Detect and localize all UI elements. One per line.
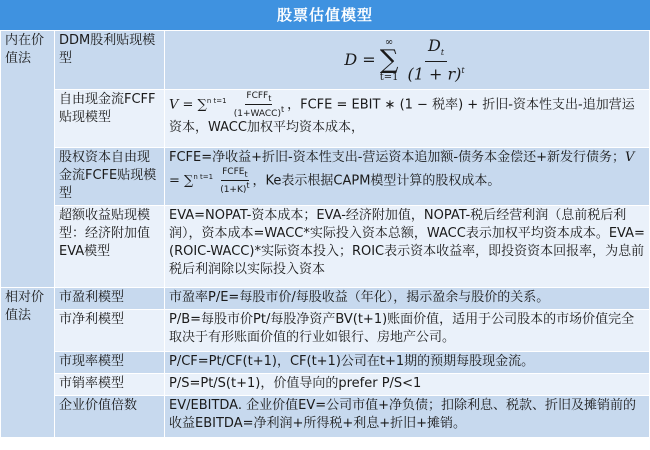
model-description: EV/EBITDA. 企业价值EV=公司市值+净负债；扣除利息、税款、折旧及摊销前的收益EBITDA=净利润+所得税+利息+折旧+摊销。 bbox=[165, 396, 650, 438]
table-title: 股票估值模型 bbox=[0, 0, 650, 30]
table-row bbox=[1, 310, 650, 352]
model-name: 市盈利模型 bbox=[55, 288, 165, 310]
model-name: 股权资本自由现金流FCFE贴现模型 bbox=[55, 148, 165, 206]
category-relative: 相对价值法 bbox=[1, 288, 55, 438]
fcff-fraction: $\frac{FCFF_t}{(1+WACC)^t}$ bbox=[233, 91, 285, 119]
category-absolute: 内在价值法 bbox=[1, 31, 55, 288]
model-description: EVA=NOPAT-资本成本；EVA-经济附加值，NOPAT-税后经营利润（息前税后利润），资本成本=WACC*实际投入资本总额，WACC表示加权平均资本成本。EVA=(ROIC-WACC)*实际资本投入；ROIC表示资本收益率，即投资资本回报率，为息前税后利润除以实际投入资本 bbox=[165, 206, 650, 288]
formula-fraction: $\frac{D_t}{(1 + r)^t}$ bbox=[407, 36, 465, 84]
model-name: DDM股利贴现模型 bbox=[55, 31, 165, 90]
formula-lhs: D = bbox=[344, 50, 376, 69]
table-row bbox=[1, 90, 650, 148]
model-description: P/B=每股市价Pt/每股净资产BV(t+1)账面价值，适用于公司股本的市场价值完全取决于有形账面价值的行业如银行、房地产公司。 bbox=[165, 310, 650, 352]
table-row bbox=[1, 288, 650, 310]
table-row bbox=[1, 352, 650, 374]
model-name: 市销率模型 bbox=[55, 374, 165, 396]
model-name: 超额收益贴现模型：经济附加值EVA模型 bbox=[55, 206, 165, 288]
table-row bbox=[1, 396, 650, 438]
model-name: 企业价值倍数 bbox=[55, 396, 165, 438]
model-name: 市现率模型 bbox=[55, 352, 165, 374]
table-row bbox=[1, 31, 650, 90]
table-row bbox=[1, 374, 650, 396]
model-description: P/CF=Pt/CF(t+1)，CF(t+1)公司在t+1期的预期每股现金流。 bbox=[165, 352, 650, 374]
fcfe-fraction: $\frac{FCFE_t}{(1+K)^t}$ bbox=[220, 167, 250, 195]
ddm-formula bbox=[165, 31, 650, 90]
valuation-table bbox=[0, 30, 650, 438]
sum-sign: ∞ ∑ t=1 bbox=[379, 37, 399, 83]
table-row bbox=[1, 206, 650, 288]
model-description: 市盈率P/E=每股市价/每股收益（年化），揭示盈余与股价的关系。 bbox=[165, 288, 650, 310]
table-row bbox=[1, 148, 650, 206]
model-description: P/S=Pt/S(t+1)，价值导向的prefer P/S<1 bbox=[165, 374, 650, 396]
model-description: FCFE=净收益+折旧-资本性支出-营运资本追加额-债务本金偿还+新发行债务；V = ∑$^{n t=1}$ $\frac{FCFE_t}{(1+K)^t}$ ，Ke表示根据CAPM模型计算的股权成本。 bbox=[165, 148, 650, 206]
model-description: V = ∑$^{n t=1}$ $\frac{FCFF_t}{(1+WACC)^t}$ ，FCFE = EBIT ∗ (1 − 税率) + 折旧-资本性支出-追加营运资本，WACC加权平均资本成本， bbox=[165, 90, 650, 148]
model-name: 自由现金流FCFF贴现模型 bbox=[55, 90, 165, 148]
model-name: 市净利模型 bbox=[55, 310, 165, 352]
